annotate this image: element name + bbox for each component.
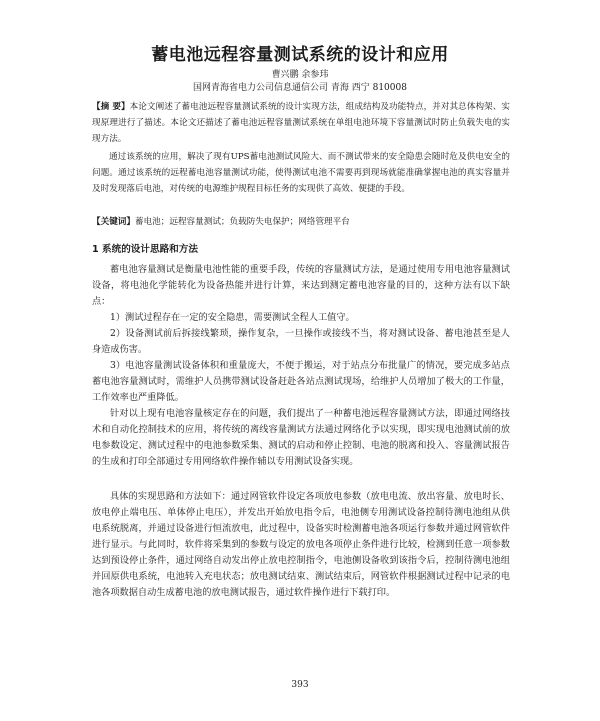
abstract-paragraph-2: 通过该系统的应用，解决了现有UPS蓄电池测试风险大、而不测试带来的安全隐患会随时危及供电安全的问题。通过该系统的远程蓄电池容量测试功能，使得测试电池不需要再到现场就能准确掌握电池的真实容量并及时发现落后电池，对传统的电源维护规程目标任务的实现供了高效、便捷的手段。	[92, 152, 510, 194]
section-body-part-2	[92, 489, 510, 601]
affiliation: 国网青海省电力公司信息通信公司 青海 西宁 810008	[193, 83, 407, 93]
abstract-label: 【摘 要】	[92, 102, 130, 112]
paper-title: 蓄电池远程容量测试系统的设计和应用	[151, 45, 449, 65]
section-body-part-1	[92, 262, 510, 470]
abstract-text: 本论文阐述了蓄电池远程容量测试系统的设计实现方法，组成结构及功能特点，并对其总体构架、实现原理进行了描述。本论文还描述了蓄电池远程容量测试系统在单组电池环境下容量测试时防止负载失电的实现方法。	[92, 102, 510, 144]
section-heading: 1 系统的设计思路和方法	[92, 244, 198, 255]
paragraph: 具体的实现思路和方法如下：通过网管软件设定各项放电参数（放电电流、放出容量、放电时长、放电停止端电压、单体停止电压），并发出开始放电指令后，电池侧专用测试设备控制待测电池组从供电系统脱离，并通过设备进行恒流放电，此过程中，设备实时检测蓄电池各项运行参数并通过网管软件进行显示。与此同时，软件将采集到的参数与设定的放电各项停止条件进行比较，检测到任意一项参数达到预设停止条件，通过网络自动发出停止放电控制指令，电池侧设备收到该指令后，控制待测电池组并回原供电系统，电池转入充电状态；放电测试结束、测试结束后，网管软件根据测试过程中记录的电池各项数据自动生成蓄电池的放电测试报告，通过软件操作进行下载打印。	[92, 491, 510, 598]
page-number: 393	[291, 680, 309, 690]
list-item: 3）电池容量测试设备体积和重量庞大，不便于搬运，对于站点分布批量广的情况，要完成多站点蓄电池容量测试时，需维护人员携带测试设备赶赴各站点测试现场，给维护人员增加了极大的工作量，工作效率也严重降低。	[92, 360, 510, 403]
paragraph: 蓄电池容量测试是衡量电池性能的重要手段，传统的容量测试方法，是通过使用专用电池容量测试设备，将电池化学能转化为设备热能并进行计算，来达到测定蓄电池容量的目的，这种方法有以下缺点：	[92, 264, 510, 307]
abstract	[92, 99, 510, 147]
keywords	[92, 214, 510, 230]
keywords-label: 【关键词】	[92, 217, 135, 227]
list-item: 2）设备测试前后拆接线繁琐，操作复杂，一旦操作或接线不当，将对测试设备、蓄电池甚至是人身造成伤害。	[92, 328, 510, 355]
keywords-text: 蓄电池；远程容量测试；负载防失电保护；网络管理平台	[134, 217, 350, 227]
list-item: 1）测试过程存在一定的安全隐患，需要测试全程人工值守。	[110, 312, 355, 323]
authors: 曹兴鹏 余参玮	[271, 70, 329, 80]
paragraph: 针对以上现有电池容量核定存在的问题，我们提出了一种蓄电池远程容量测试方法，即通过网络技术和自动化控制技术的应用，将传统的离线容量测试方法通过网络化予以实现，即实现电池测试前的放电参数设定、测试过程中的电池参数采集、测试的启动和停止控制、电池的脱离和投入、容量测试报告的生成和打印全部通过专用网络软件操作辅以专用测试设备实现。	[92, 408, 510, 467]
